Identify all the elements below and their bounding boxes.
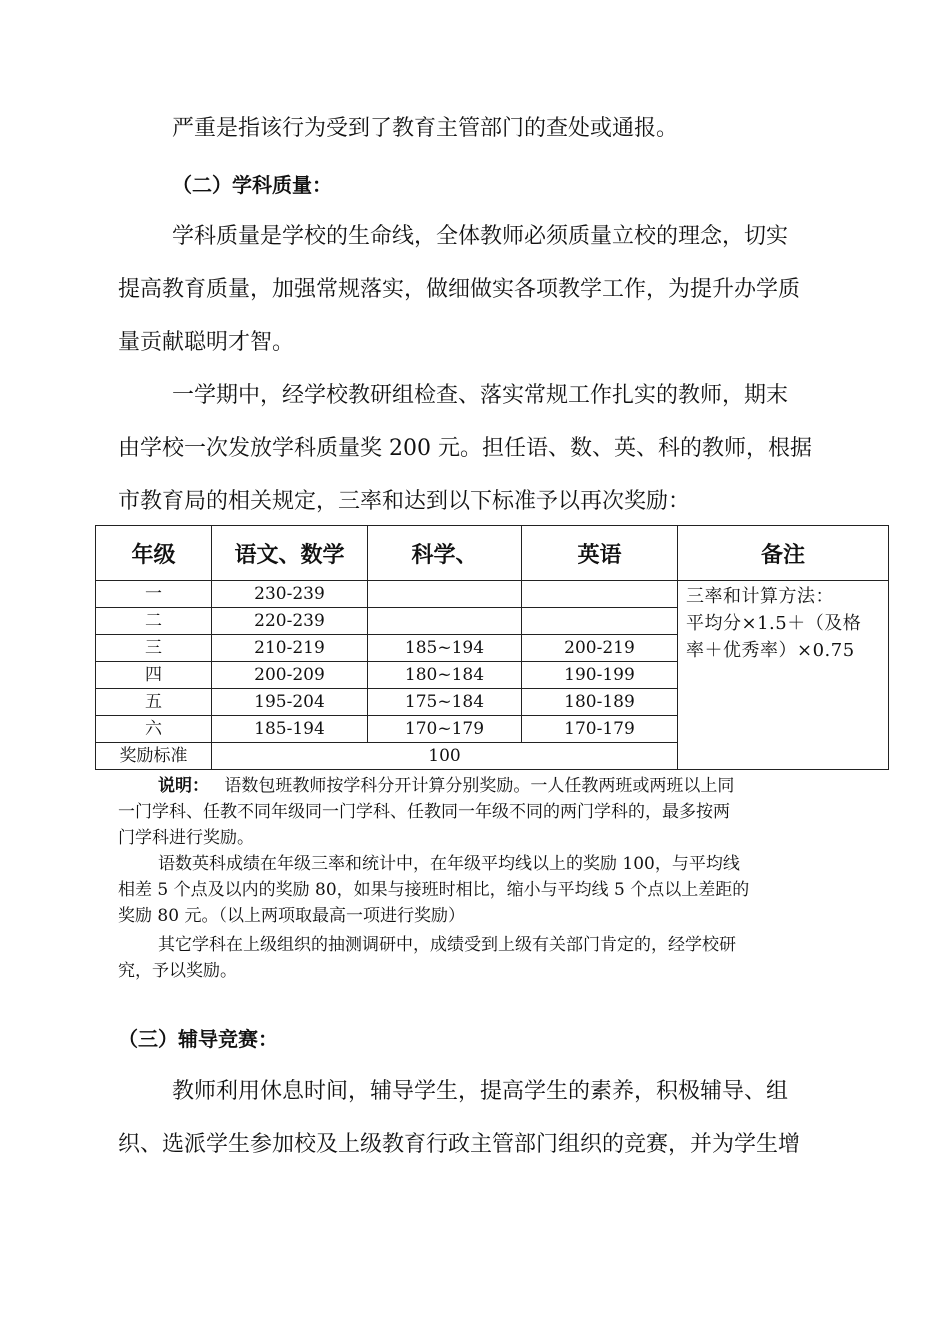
table-cell: 一 — [96, 581, 212, 608]
table-cell: 二 — [96, 608, 212, 635]
header-remarks: 备注 — [678, 526, 889, 581]
table-cell: 210-219 — [212, 635, 368, 662]
note-line: 门学科进行奖励。 — [118, 828, 254, 848]
note-line: 一门学科、任教不同年级同一门学科、任教同一年级不同的两门学科的，最多按两 — [118, 802, 730, 822]
remarks-line: 率＋优秀率）×0.75 — [686, 640, 855, 661]
section-heading-competition: （三）辅导竞赛： — [118, 1027, 278, 1051]
table-cell: 185~194 — [368, 635, 522, 662]
table-cell — [368, 608, 522, 635]
paragraph-line: 市教育局的相关规定，三率和达到以下标准予以再次奖励： — [118, 489, 691, 514]
note-line — [158, 773, 898, 799]
remarks-line: 平均分×1.5＋（及格 — [686, 613, 862, 634]
table-cell: 230-239 — [212, 581, 368, 608]
table-cell: 170-179 — [522, 716, 678, 743]
header-grade: 年级 — [96, 526, 212, 581]
note-label: 说明： — [158, 776, 209, 796]
paragraph-line: 学科质量是学校的生命线，全体教师必须质量立校的理念，切实 — [172, 224, 789, 249]
table-cell: 200-209 — [212, 662, 368, 689]
table-cell: 190-199 — [522, 662, 678, 689]
table-cell: 200-219 — [522, 635, 678, 662]
table-cell — [522, 608, 678, 635]
table-cell: 六 — [96, 716, 212, 743]
paragraph-line: 教师利用休息时间，辅导学生，提高学生的素养，积极辅导、组 — [172, 1079, 789, 1104]
header-english: 英语 — [522, 526, 678, 581]
table-cell: 三 — [96, 635, 212, 662]
note-text: 语数包班教师按学科分开计算分别奖励。一人任教两班或两班以上同 — [224, 776, 735, 796]
table-row — [96, 581, 889, 608]
reward-label-cell: 奖励标准 — [96, 743, 212, 770]
note-line: 究，予以奖励。 — [118, 961, 237, 981]
table-cell — [368, 581, 522, 608]
table-cell: 175~184 — [368, 689, 522, 716]
paragraph-line: 提高教育质量，加强常规落实，做细做实各项教学工作，为提升办学质 — [118, 277, 801, 302]
table-cell: 180-189 — [522, 689, 678, 716]
table-cell: 185-194 — [212, 716, 368, 743]
reward-standard-table — [95, 525, 889, 770]
note-line: 相差 5 个点及以内的奖励 80，如果与接班时相比，缩小与平均线 5 个点以上差距的 — [118, 880, 750, 900]
paragraph-line: 量贡献聪明才智。 — [118, 330, 295, 355]
header-science: 科学、 — [368, 526, 522, 581]
reward-value-cell: 100 — [212, 743, 678, 770]
header-chinese-math: 语文、数学 — [212, 526, 368, 581]
note-line: 奖励 80 元。（以上两项取最高一项进行奖励） — [118, 906, 465, 926]
table-cell: 195-204 — [212, 689, 368, 716]
paragraph-line: 织、选派学生参加校及上级教育行政主管部门组织的竞赛，并为学生增 — [118, 1132, 801, 1157]
remarks-cell — [678, 581, 889, 770]
table-cell: 四 — [96, 662, 212, 689]
paragraph-line: 由学校一次发放学科质量奖 200 元。担任语、数、英、科的教师，根据 — [118, 436, 812, 461]
table-header-row — [96, 526, 889, 581]
table-cell — [522, 581, 678, 608]
paragraph-line: 一学期中，经学校教研组检查、落实常规工作扎实的教师，期末 — [172, 383, 789, 408]
section-heading-subject-quality: （二）学科质量： — [172, 173, 332, 197]
table-cell: 180~184 — [368, 662, 522, 689]
paragraph-line: 严重是指该行为受到了教育主管部门的查处或通报。 — [172, 116, 679, 141]
table-cell: 220-239 — [212, 608, 368, 635]
note-line: 其它学科在上级组织的抽测调研中，成绩受到上级有关部门肯定的，经学校研 — [158, 935, 736, 955]
table-cell: 五 — [96, 689, 212, 716]
remarks-line: 三率和计算方法： — [686, 586, 834, 607]
note-line: 语数英科成绩在年级三率和统计中，在年级平均线以上的奖励 100，与平均线 — [158, 854, 740, 874]
table-cell: 170~179 — [368, 716, 522, 743]
